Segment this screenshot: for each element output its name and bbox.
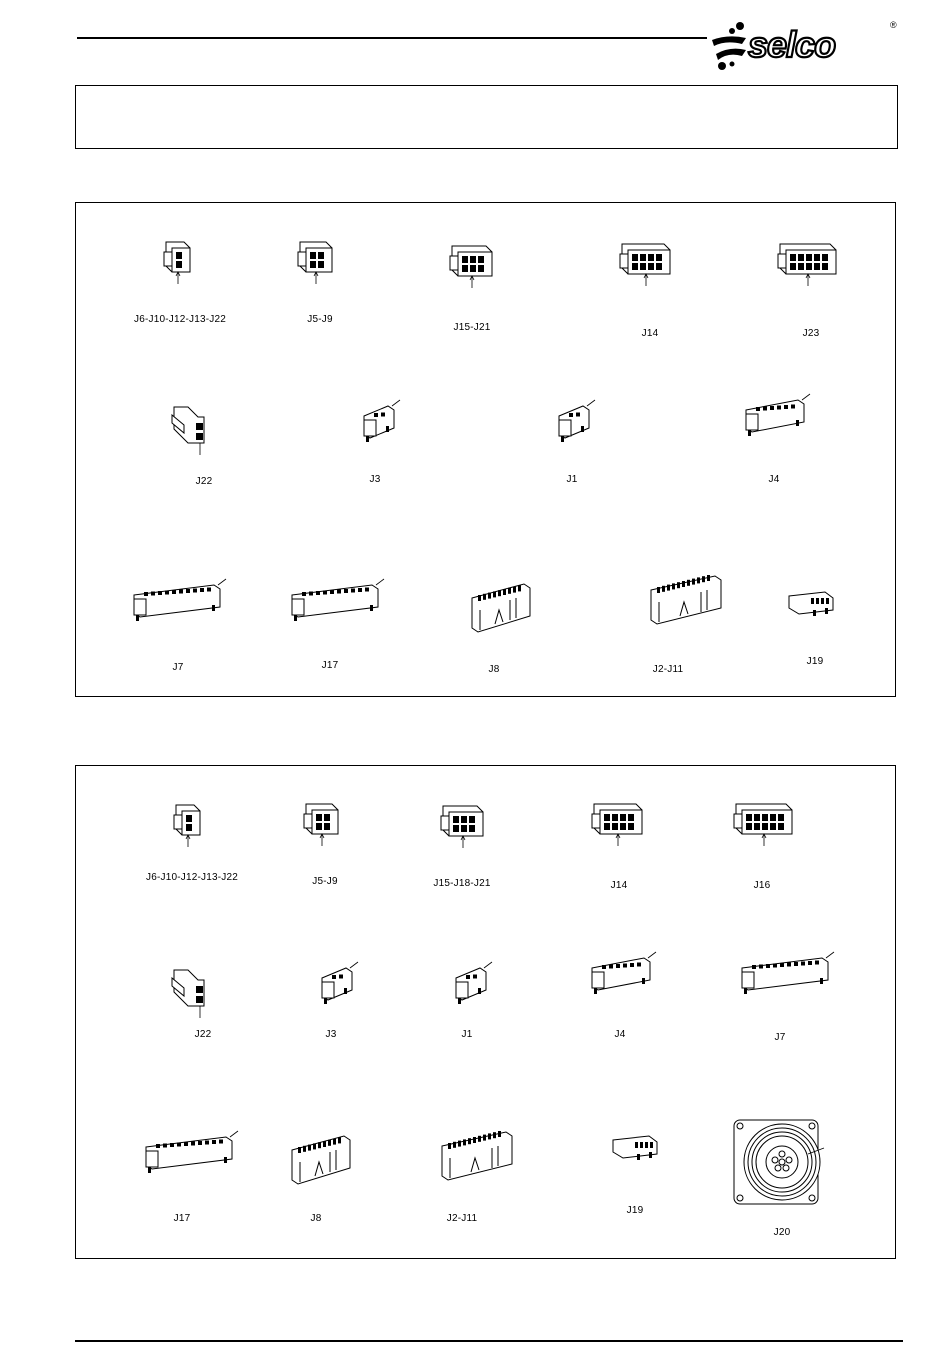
header-2-pin-icon bbox=[452, 966, 552, 1026]
connector-label: J20 bbox=[773, 1227, 791, 1238]
connector-label: J2-J11 bbox=[652, 664, 684, 675]
housing-8-pin-icon bbox=[588, 800, 688, 860]
connector-label: J5-J9 bbox=[312, 876, 338, 887]
connector-label: J17 bbox=[173, 1213, 191, 1224]
connector-label: J5-J9 bbox=[307, 314, 333, 325]
header-4-pin-icon bbox=[785, 588, 885, 648]
selco-logo bbox=[708, 20, 908, 74]
housing-10-pin-icon bbox=[774, 240, 874, 300]
header-2-pin-icon bbox=[555, 404, 655, 464]
connector-label: J19 bbox=[626, 1205, 644, 1216]
connector-label: J3 bbox=[325, 1029, 337, 1040]
housing-2-pin-latch-icon bbox=[168, 403, 268, 463]
connector-label: J1 bbox=[566, 474, 578, 485]
brand-name: selco bbox=[748, 24, 836, 65]
footer-rule bbox=[75, 1340, 903, 1342]
title-box bbox=[75, 85, 898, 149]
connector-label: J3 bbox=[369, 474, 381, 485]
idc-connector-icon bbox=[286, 1132, 386, 1192]
idc-connector-wide-icon bbox=[436, 1128, 536, 1188]
connector-label: J4 bbox=[614, 1029, 626, 1040]
housing-2-pin-icon bbox=[160, 238, 260, 298]
connector-label: J1 bbox=[461, 1029, 473, 1040]
connector-label: J19 bbox=[806, 656, 824, 667]
connector-label: J14 bbox=[610, 880, 628, 891]
housing-2-pin-latch-icon bbox=[168, 966, 268, 1026]
header-2-pin-icon bbox=[360, 404, 460, 464]
connector-label: J7 bbox=[774, 1032, 786, 1043]
header-10-pin-icon bbox=[142, 1135, 242, 1195]
housing-4-pin-icon bbox=[300, 800, 400, 860]
housing-6-pin-icon bbox=[437, 802, 537, 862]
connector-label: J22 bbox=[195, 476, 213, 487]
circular-connector-icon bbox=[728, 1114, 838, 1214]
connector-label: J15-J18-J21 bbox=[433, 878, 491, 889]
connector-label: J15-J21 bbox=[453, 322, 491, 333]
header-4-pin-icon bbox=[609, 1132, 709, 1192]
connector-label: J23 bbox=[802, 328, 820, 339]
connector-label: J17 bbox=[321, 660, 339, 671]
connector-label: J6-J10-J12-J13-J22 bbox=[134, 314, 226, 325]
header-6-pin-icon bbox=[588, 956, 688, 1016]
connector-label: J8 bbox=[488, 664, 500, 675]
housing-8-pin-icon bbox=[616, 240, 716, 300]
housing-4-pin-icon bbox=[294, 238, 394, 298]
header-rule bbox=[77, 37, 707, 39]
housing-2-pin-icon bbox=[170, 801, 270, 861]
header-6-pin-icon bbox=[742, 398, 842, 458]
idc-connector-wide-icon bbox=[645, 572, 745, 632]
logo-swoosh-icon bbox=[708, 20, 748, 74]
header-2-pin-icon bbox=[318, 966, 418, 1026]
header-10-pin-icon bbox=[738, 956, 838, 1016]
connector-label: J16 bbox=[753, 880, 771, 891]
connector-label: J6-J10-J12-J13-J22 bbox=[146, 872, 238, 883]
connector-label: J4 bbox=[768, 474, 780, 485]
connector-label: J22 bbox=[194, 1029, 212, 1040]
housing-6-pin-icon bbox=[446, 242, 546, 302]
idc-connector-icon bbox=[466, 580, 566, 640]
header-10-pin-icon bbox=[130, 583, 230, 643]
registered-mark: ® bbox=[890, 20, 897, 30]
connector-label: J2-J11 bbox=[446, 1213, 478, 1224]
connector-label: J8 bbox=[310, 1213, 322, 1224]
connector-label: J14 bbox=[641, 328, 659, 339]
header-10-pin-icon bbox=[288, 583, 388, 643]
housing-10-pin-icon bbox=[730, 800, 830, 860]
connector-label: J7 bbox=[172, 662, 184, 673]
